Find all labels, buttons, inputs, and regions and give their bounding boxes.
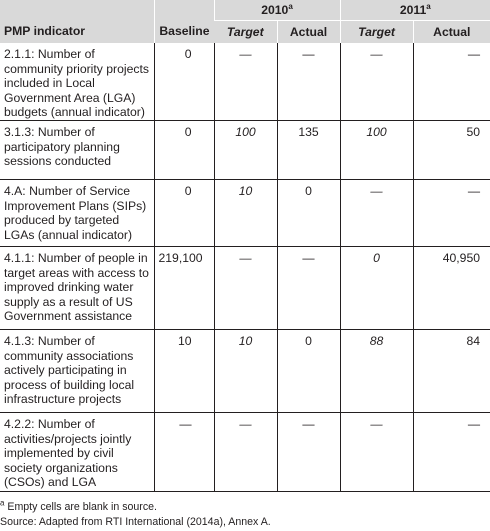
table-row bbox=[0, 43, 490, 120]
target-2010-cell: 100 bbox=[214, 120, 277, 179]
actual-2011-cell: — bbox=[413, 43, 490, 120]
source-note: Source: Adapted from RTI International (2014a), Annex A. bbox=[0, 516, 271, 528]
indicator-cell: 2.1.1: Number of community priority projects included in Local Government Area (LGA) budgets (annual indicator) bbox=[0, 43, 154, 120]
actual-2010-cell: — bbox=[277, 43, 340, 120]
table-row bbox=[0, 412, 490, 491]
column-header-2010 bbox=[214, 0, 340, 21]
indicator-cell: 4.A: Number of Service Improvement Plans (SIPs) produced by targeted LGAs (annual indicator) bbox=[0, 179, 154, 246]
target-2011-cell: 88 bbox=[340, 329, 413, 412]
baseline-cell: 219,100 bbox=[154, 246, 214, 329]
target-2011-cell: — bbox=[340, 179, 413, 246]
column-header-target-2010: Target bbox=[214, 21, 277, 44]
footnote-text: Empty cells are blank in source. bbox=[4, 501, 157, 513]
baseline-cell: 10 bbox=[154, 329, 214, 412]
year-2011-label: 2011 bbox=[399, 3, 427, 17]
target-2010-cell: — bbox=[214, 412, 277, 491]
column-header-baseline: Baseline bbox=[154, 0, 214, 43]
indicator-cell: 4.1.3: Number of community associations actively participating in process of building local infrastructure projects bbox=[0, 329, 154, 412]
year-2010-footnote-marker: a bbox=[288, 1, 293, 11]
table-header bbox=[0, 0, 490, 43]
footnote bbox=[0, 500, 271, 515]
target-2011-cell: — bbox=[340, 43, 413, 120]
baseline-cell: — bbox=[154, 412, 214, 491]
table-row bbox=[0, 179, 490, 246]
actual-2010-cell: — bbox=[277, 412, 340, 491]
indicator-cell: 4.1.1: Number of people in target areas with access to improved drinking water supply as a result of US Government assistance bbox=[0, 246, 154, 329]
target-2011-cell: 100 bbox=[340, 120, 413, 179]
target-2010-cell: — bbox=[214, 43, 277, 120]
table-row bbox=[0, 329, 490, 412]
target-2010-cell: 10 bbox=[214, 329, 277, 412]
baseline-cell: 0 bbox=[154, 43, 214, 120]
table-row bbox=[0, 246, 490, 329]
target-2010-cell: — bbox=[214, 246, 277, 329]
column-header-indicator: PMP indicator bbox=[0, 0, 154, 43]
actual-2011-cell: 50 bbox=[413, 120, 490, 179]
target-2010-cell: 10 bbox=[214, 179, 277, 246]
indicator-cell: 4.2.2: Number of activities/projects jointly implemented by civil society organizations (CSOs) and LGA bbox=[0, 412, 154, 491]
column-header-actual-2010: Actual bbox=[277, 21, 340, 44]
baseline-cell: 0 bbox=[154, 179, 214, 246]
actual-2010-cell: 0 bbox=[277, 329, 340, 412]
actual-2011-cell: 84 bbox=[413, 329, 490, 412]
indicator-cell: 3.1.3: Number of participatory planning sessions conducted bbox=[0, 120, 154, 179]
year-2011-footnote-marker: a bbox=[426, 1, 431, 11]
table-body bbox=[0, 43, 490, 491]
column-header-target-2011: Target bbox=[340, 21, 413, 44]
actual-2011-cell: — bbox=[413, 179, 490, 246]
actual-2011-cell: — bbox=[413, 412, 490, 491]
column-header-actual-2011: Actual bbox=[413, 21, 490, 44]
actual-2011-cell: 40,950 bbox=[413, 246, 490, 329]
baseline-cell: 0 bbox=[154, 120, 214, 179]
actual-2010-cell: 0 bbox=[277, 179, 340, 246]
footnote-marker: a bbox=[0, 498, 5, 508]
actual-2010-cell: 135 bbox=[277, 120, 340, 179]
target-2011-cell: — bbox=[340, 412, 413, 491]
table-notes bbox=[0, 500, 271, 530]
actual-2010-cell: — bbox=[277, 246, 340, 329]
table-row bbox=[0, 120, 490, 179]
target-2011-cell: 0 bbox=[340, 246, 413, 329]
year-2010-label: 2010 bbox=[261, 3, 289, 17]
column-header-2011 bbox=[340, 0, 490, 21]
